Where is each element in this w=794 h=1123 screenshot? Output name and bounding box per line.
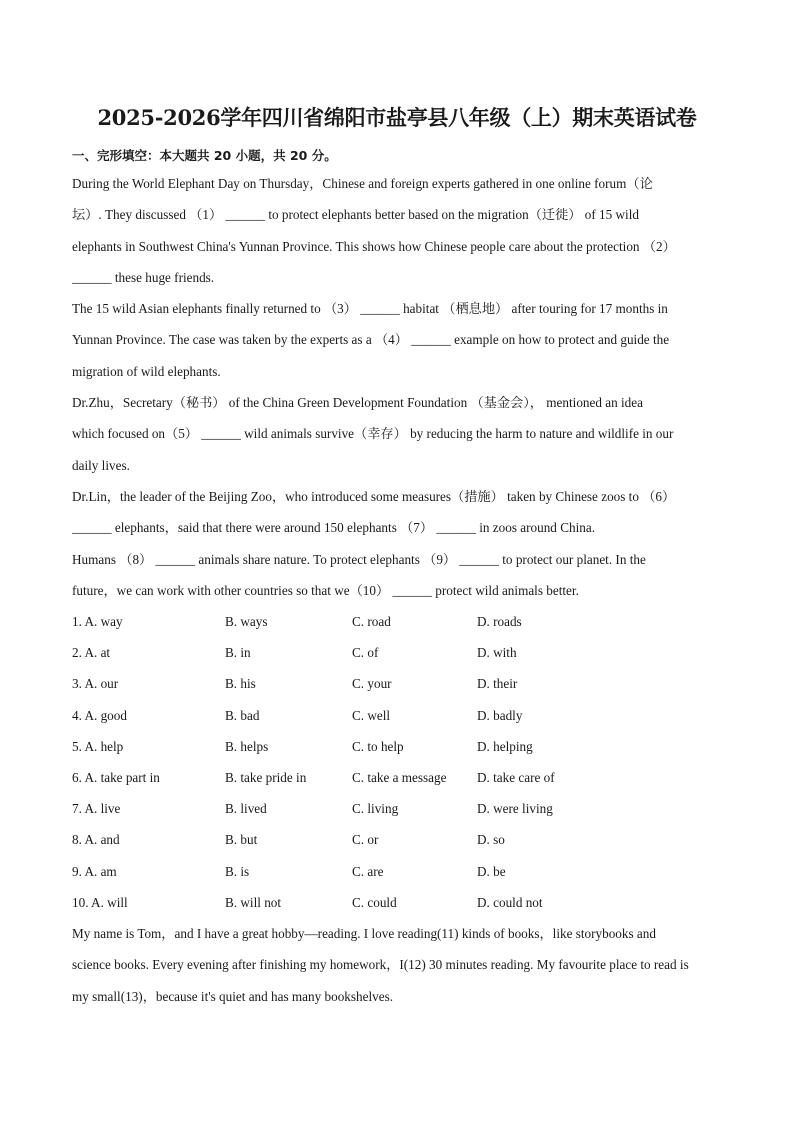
option-b: B. will not [225, 894, 282, 910]
option-b: B. take pride in [225, 769, 307, 785]
passage-line: 坛）. They discussed （1） ______ to protect elephants better based on the migration（迁徙） of 15 wild [72, 207, 639, 223]
option-c: C. could [352, 894, 397, 910]
option-d: D. roads [477, 614, 522, 629]
option-a: 10. A. will [72, 894, 128, 910]
option-c: C. take a message [352, 769, 447, 785]
option-c: C. or [352, 832, 379, 848]
option-b: B. helps [225, 738, 269, 754]
option-a: 6. A. take part in [72, 769, 160, 785]
option-a: 2. A. at [72, 645, 111, 661]
option-a: 7. A. live [72, 801, 121, 817]
option-c: C. to help [352, 738, 404, 754]
option-row-5 [72, 731, 722, 762]
passage-line: science books. Every evening after finishing my homework，I(12) 30 minutes reading. My favourite place to read is [72, 957, 689, 973]
option-row-1 [72, 606, 722, 637]
option-d: D. so [477, 832, 505, 848]
option-a: 1. A. way [72, 614, 123, 629]
passage-line: My name is Tom，and I have a great hobby—reading. I love reading(11) kinds of books，like storybooks and [72, 926, 656, 941]
option-row-4 [72, 700, 722, 731]
option-c: C. of [352, 645, 379, 661]
option-row-9 [72, 856, 722, 887]
passage-line: Yunnan Province. The case was taken by the experts as a （4） ______ example on how to protect and guide the [72, 332, 670, 348]
passage-line: which focused on（5） ______ wild animals survive（幸存） by reducing the harm to nature and wildlife in our [72, 426, 674, 442]
option-a: 5. A. help [72, 738, 124, 754]
passage-line: future，we can work with other countries so that we（10） ______ protect wild animals better. [72, 582, 579, 598]
option-row-10 [72, 887, 722, 918]
option-c: C. are [352, 863, 384, 879]
option-d: D. badly [477, 707, 523, 723]
option-d: D. take care of [477, 769, 555, 785]
option-c: C. well [352, 707, 391, 723]
option-c: C. living [352, 801, 399, 817]
section-heading: 一、完形填空：本大题共 20 小题，共 20 分。 [72, 148, 337, 163]
option-row-3 [72, 668, 722, 699]
option-b: B. is [225, 863, 250, 879]
option-d: D. helping [477, 738, 533, 754]
passage-line: ______ elephants，said that there were around 150 elephants （7） ______ in zoos around China. [72, 520, 595, 536]
passage-line: Dr.Lin，the leader of the Beijing Zoo，who introduced some measures（措施） taken by Chinese zoos to （6） [72, 488, 676, 504]
passage-line: ______ these huge friends. [72, 269, 215, 285]
option-a: 9. A. am [72, 863, 117, 879]
option-b: B. in [225, 645, 251, 661]
passage-line: my small(13)，because it's quiet and has many bookshelves. [72, 988, 394, 1004]
option-row-7 [72, 793, 722, 824]
option-b: B. but [225, 832, 258, 848]
option-d: D. be [477, 863, 506, 879]
cloze-passage-1 [72, 168, 722, 606]
option-d: D. were living [477, 801, 553, 817]
passage-line: The 15 wild Asian elephants finally returned to （3） ______ habitat （栖息地） after touring for 17 months in [72, 301, 668, 317]
option-a: 4. A. good [72, 707, 127, 723]
option-row-2 [72, 637, 722, 668]
option-b: B. ways [225, 614, 268, 629]
option-b: B. bad [225, 707, 260, 723]
passage-line: Dr.Zhu，Secretary（秘书） of the China Green Development Foundation （基金会）， mentioned an idea [72, 395, 643, 411]
option-d: D. with [477, 645, 517, 661]
option-row-6 [72, 762, 722, 793]
passage-line: elephants in Southwest China's Yunnan Province. This shows how Chinese people care about the protection （2） [72, 238, 676, 254]
answer-options [72, 606, 722, 918]
exam-title: 2025-2026学年四川省绵阳市盐亭县八年级（上）期末英语试卷 [97, 105, 697, 130]
passage-line: Humans （8） ______ animals share nature. To protect elephants （9） ______ to protect our planet. In the [72, 551, 646, 567]
option-a: 8. A. and [72, 832, 120, 848]
passage-line: daily lives. [72, 457, 130, 473]
option-row-8 [72, 824, 722, 855]
option-d: D. their [477, 676, 518, 692]
option-d: D. could not [477, 894, 543, 910]
option-c: C. road [352, 614, 391, 629]
option-b: B. his [225, 676, 256, 692]
option-a: 3. A. our [72, 676, 119, 692]
passage-line: During the World Elephant Day on Thursday，Chinese and foreign experts gathered in one online forum（论 [72, 176, 653, 191]
option-b: B. lived [225, 801, 267, 817]
option-c: C. your [352, 676, 392, 692]
cloze-passage-2 [72, 918, 722, 1012]
passage-line: migration of wild elephants. [72, 363, 221, 379]
